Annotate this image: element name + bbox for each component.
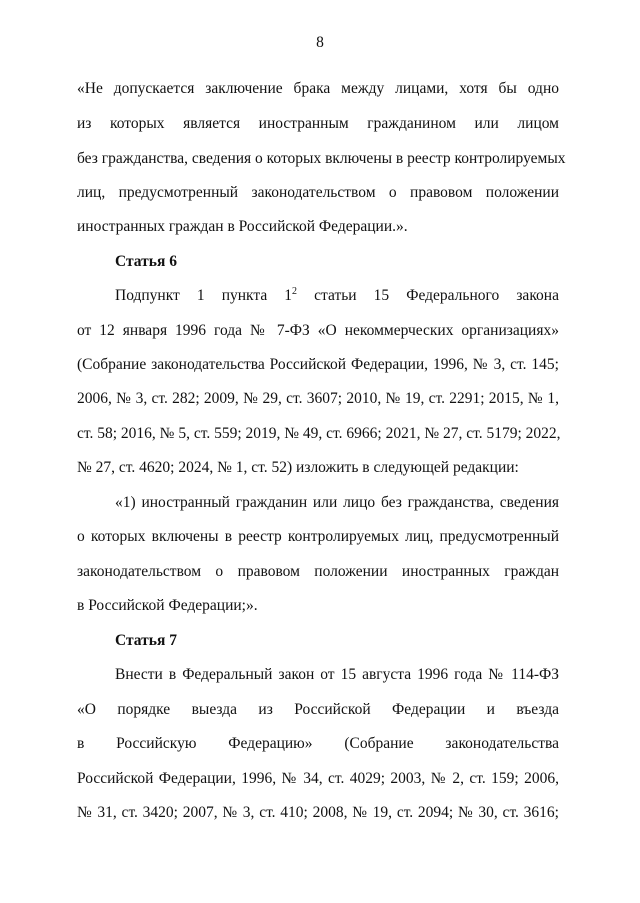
intro-line-4: лиц, предусмотренный законодательством о правовом положении bbox=[77, 184, 559, 201]
article-6-quote-line-3: законодательством о правовом положении иностранных граждан bbox=[77, 563, 559, 580]
article-6-quote-line-1: «1) иностранный гражданин или лицо без гражданства, сведения bbox=[115, 494, 559, 511]
article-6-first-line-prefix: Подпункт 1 пункта 1 bbox=[115, 287, 293, 304]
article-7-heading: Статья 7 bbox=[115, 632, 177, 649]
article-7-line-2: «О порядке выезда из Российской Федерации и въезда bbox=[77, 701, 559, 718]
article-6-line-5: ст. 58; 2016, № 5, ст. 559; 2019, № 49, ст. 6966; 2021, № 27, ст. 5179; 2022, bbox=[77, 425, 561, 442]
article-6-quote-line-4: в Российской Федерации;». bbox=[77, 597, 258, 614]
article-6-line-6: № 27, ст. 4620; 2024, № 1, ст. 52) изложить в следующей редакции: bbox=[77, 459, 519, 476]
intro-line-1: «Не допускается заключение брака между лицами, хотя бы одно bbox=[77, 80, 559, 97]
intro-line-3: без гражданства, сведения о которых включены в реестр контролируемых bbox=[77, 150, 566, 167]
intro-line-5: иностранных граждан в Российской Федерации.». bbox=[77, 218, 408, 235]
article-7-line-3: в Российскую Федерацию» (Собрание законодательства bbox=[77, 735, 559, 752]
article-6-line-2: от 12 января 1996 года № 7-ФЗ «О некоммерческих организациях» bbox=[77, 322, 559, 339]
article-6-first-line-suffix: статьи 15 Федерального закона bbox=[297, 287, 559, 304]
article-6-line-3: (Собрание законодательства Российской Федерации, 1996, № 3, ст. 145; bbox=[77, 356, 559, 373]
article-6-first-line bbox=[115, 286, 559, 306]
intro-line-2: из которых является иностранным гражданином или лицом bbox=[77, 115, 559, 132]
article-7-line-5: № 31, ст. 3420; 2007, № 3, ст. 410; 2008, № 19, ст. 2094; № 30, ст. 3616; bbox=[77, 804, 559, 821]
article-7-line-1: Внести в Федеральный закон от 15 августа 1996 года № 114-ФЗ bbox=[115, 666, 559, 683]
article-6-quote-line-2: о которых включены в реестр контролируемых лиц, предусмотренный bbox=[77, 528, 559, 545]
article-6-superscript: 2 bbox=[292, 286, 298, 297]
article-6-line-4: 2006, № 3, ст. 282; 2009, № 29, ст. 3607; 2010, № 19, ст. 2291; 2015, № 1, bbox=[77, 390, 559, 407]
article-7-line-4: Российской Федерации, 1996, № 34, ст. 4029; 2003, № 2, ст. 159; 2006, bbox=[77, 770, 559, 787]
article-6-heading: Статья 6 bbox=[115, 253, 177, 270]
page-number: 8 bbox=[316, 34, 324, 51]
